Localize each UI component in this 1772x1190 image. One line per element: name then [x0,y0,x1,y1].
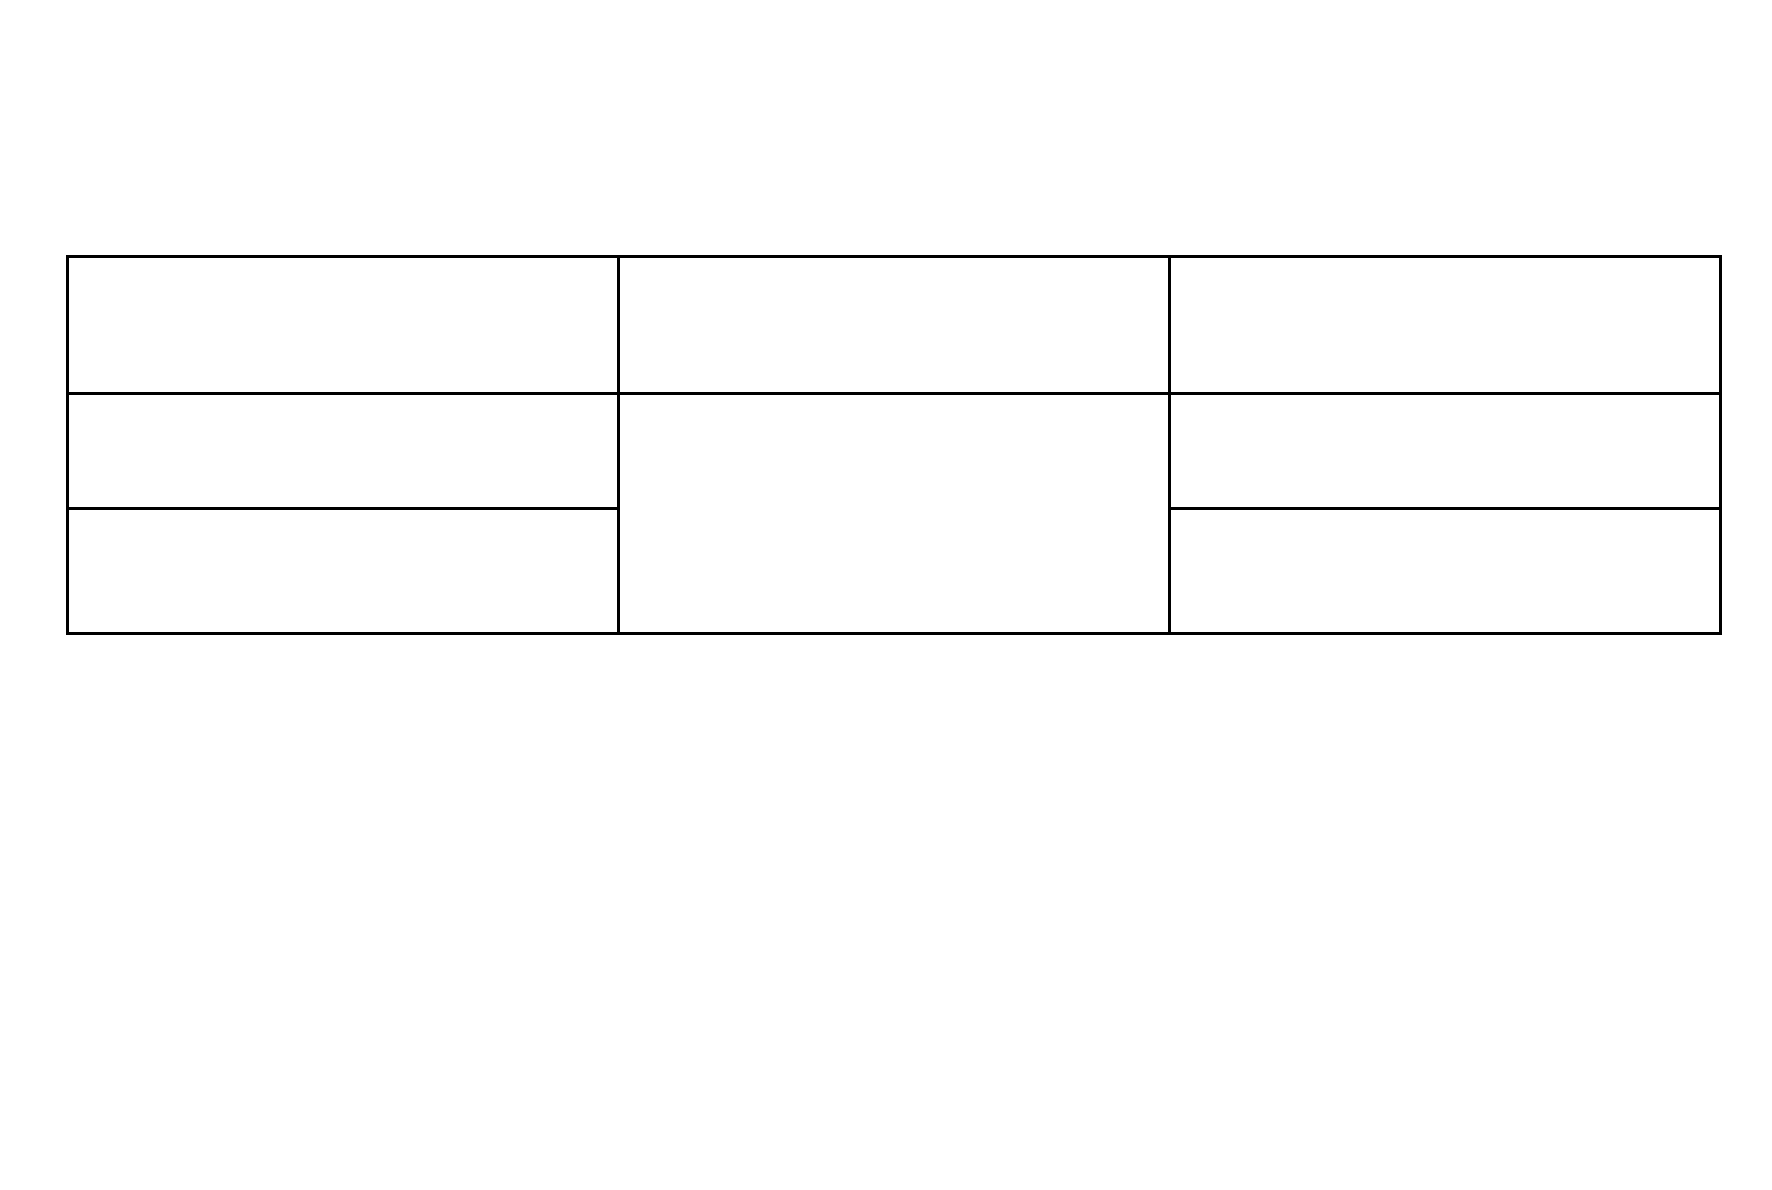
cell-mass-all [1170,394,1721,509]
solution-step [143,967,157,1026]
condition-table [66,255,1722,635]
solution-step [143,900,157,959]
header-count [619,257,1170,394]
table-row [68,394,1721,509]
cell-mass-one [68,394,619,509]
cell-count-merged [619,394,1170,634]
cell-mass-all [1170,509,1721,634]
table-header-row [68,257,1721,394]
header-mass-all [1170,257,1721,394]
header-mass-one [68,257,619,394]
cell-mass-one [68,509,619,634]
